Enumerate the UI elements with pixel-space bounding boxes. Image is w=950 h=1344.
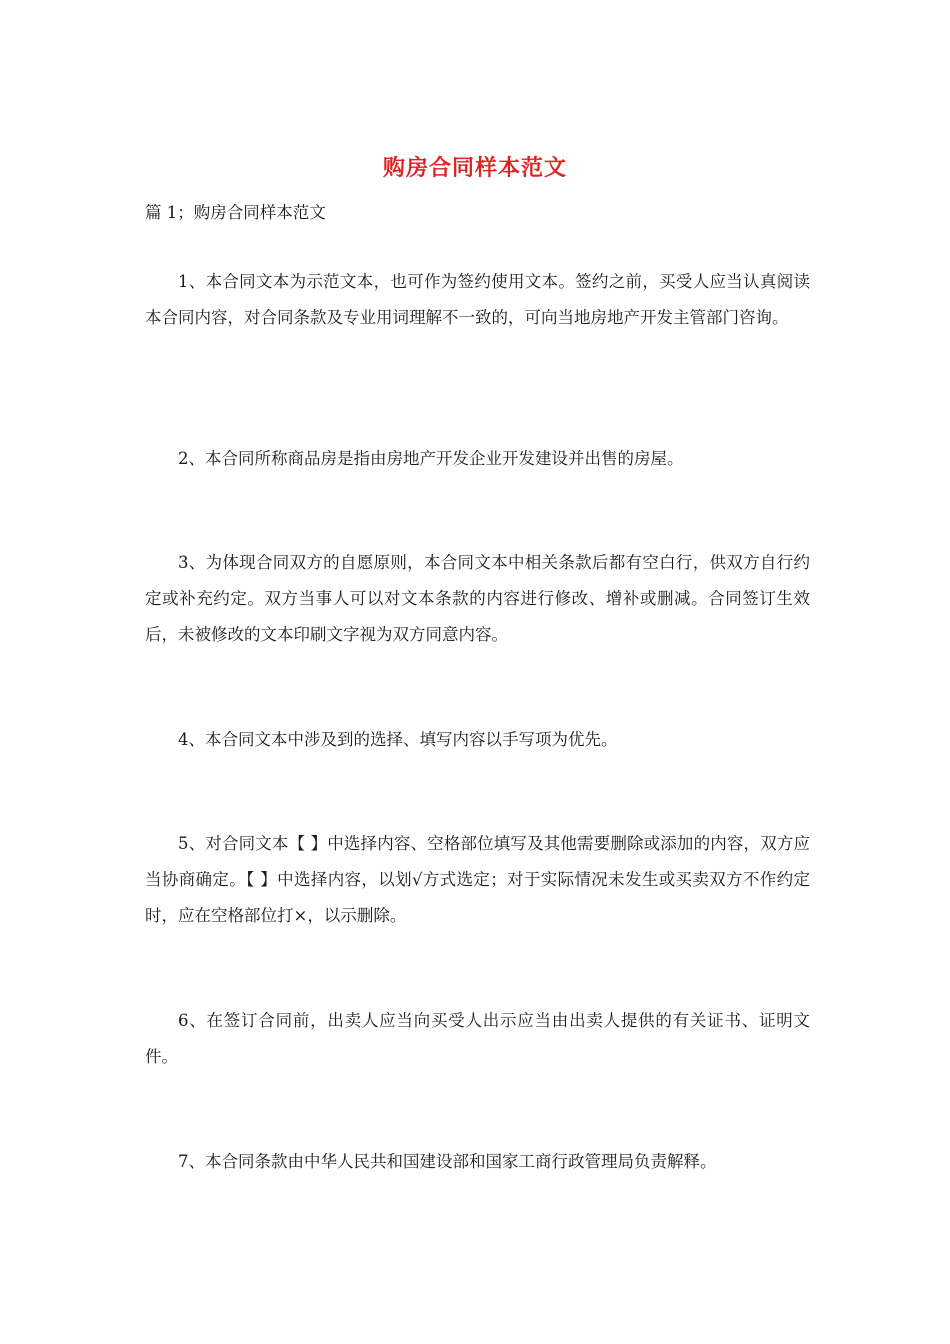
document-title: 购房合同样本范文 <box>382 155 567 181</box>
section-heading: 篇 1；购房合同样本范文 <box>145 203 326 222</box>
paragraph-3: 3、为体现合同双方的自愿原则，本合同文本中相关条款后都有空白行，供双方自行约定或补充约定。双方当事人可以对文本条款的内容进行修改、增补或删减。合同签订生效后，未被修改的文本印刷文字视为双方同意内容。 <box>145 553 810 644</box>
paragraph-6: 6、在签订合同前，出卖人应当向买受人出示应当由出卖人提供的有关证书、证明文件。 <box>145 1011 810 1066</box>
paragraph-1: 1、本合同文本为示范文本，也可作为签约使用文本。签约之前，买受人应当认真阅读本合同内容，对合同条款及专业用词理解不一致的，可向当地房地产开发主管部门咨询。 <box>145 272 810 327</box>
paragraph-4: 4、本合同文本中涉及到的选择、填写内容以手写项为优先。 <box>178 730 618 749</box>
paragraph-2: 2、本合同所称商品房是指由房地产开发企业开发建设并出售的房屋。 <box>178 449 684 468</box>
paragraph-5: 5、对合同文本【 】中选择内容、空格部位填写及其他需要删除或添加的内容，双方应当协商确定。【 】中选择内容，以划√方式选定；对于实际情况未发生或买卖双方不作约定时，应在空格部位打×，以示删除。 <box>145 834 810 925</box>
paragraph-7: 7、本合同条款由中华人民共和国建设部和国家工商行政管理局负责解释。 <box>178 1152 717 1171</box>
